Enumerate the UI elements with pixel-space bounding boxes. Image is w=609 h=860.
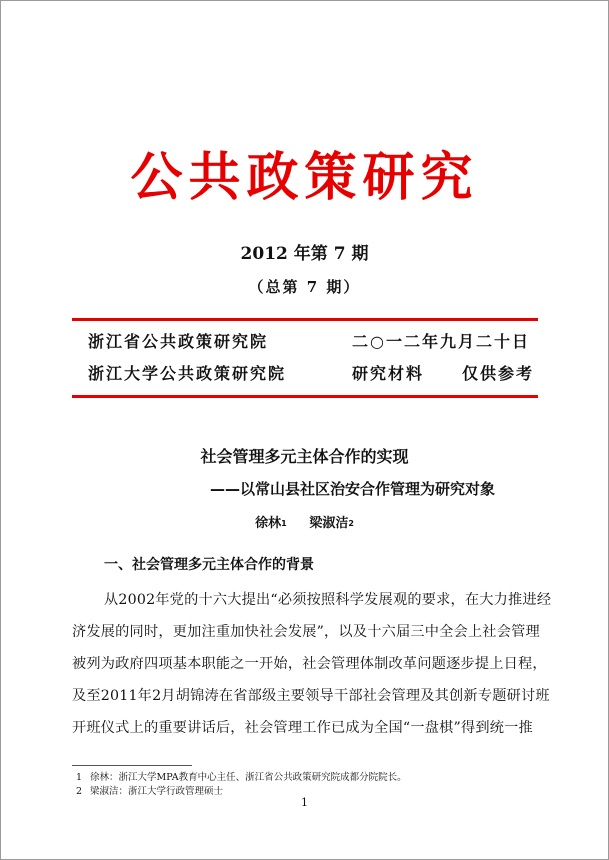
material-type: 研究材料 bbox=[352, 364, 425, 383]
total-issue-number: （总第 7 期） bbox=[248, 278, 361, 296]
paragraph-line: 被列为政府四项基本职能之一开始，社会管理体制改革问题逐步提上日程， bbox=[72, 656, 547, 672]
issue-number: 2012 年第 7 期 bbox=[240, 244, 369, 264]
article-title: 社会管理多元主体合作的实现 bbox=[200, 447, 409, 466]
page-number: 1 bbox=[301, 796, 308, 809]
article-subtitle: ——以常山县社区治安合作管理为研究对象 bbox=[210, 480, 496, 498]
top-red-rule bbox=[72, 318, 538, 321]
footnote-mark: 1 bbox=[76, 772, 83, 783]
section-heading: 一、社会管理多元主体合作的背景 bbox=[104, 557, 314, 573]
footnote-separator bbox=[72, 765, 192, 766]
footnote-text: 徐林：浙江大学MPA教育中心主任、浙江省公共政策研究院成都分院院长。 bbox=[90, 772, 407, 783]
paragraph-line: 济发展的同时，更加注重加快社会发展”，以及十六届三中全会上社会管理 bbox=[72, 624, 540, 640]
bottom-red-rule bbox=[72, 395, 538, 398]
footnote-ref: 2 bbox=[348, 519, 354, 528]
masthead-title: 公共政策研究 bbox=[130, 147, 479, 208]
author-name: 徐林 bbox=[255, 516, 282, 531]
publisher-org-2: 浙江大学公共政策研究院 bbox=[88, 364, 287, 383]
footnote-1 bbox=[76, 771, 407, 785]
author-name: 梁淑洁 bbox=[309, 516, 349, 531]
publish-date: 二○一二年九月二十日 bbox=[352, 332, 530, 351]
paragraph-line: 从2002年党的十六大提出“必须按照科学发展观的要求，在大力推进经 bbox=[104, 592, 552, 608]
usage-note: 仅供参考 bbox=[462, 364, 535, 383]
footnote-mark: 2 bbox=[76, 786, 83, 797]
paragraph-line: 开班仪式上的重要讲话后，社会管理工作已成为全国“一盘棋”得到统一推 bbox=[72, 720, 533, 736]
footnote-ref: 1 bbox=[281, 519, 287, 528]
publisher-org-1: 浙江省公共政策研究院 bbox=[88, 332, 269, 351]
article-authors bbox=[0, 514, 609, 534]
footnote-text: 梁淑洁：浙江大学行政管理硕士 bbox=[90, 786, 224, 797]
paragraph-line: 及至2011年2月胡锦涛在省部级主要领导干部社会管理及其创新专题研讨班 bbox=[72, 688, 550, 704]
